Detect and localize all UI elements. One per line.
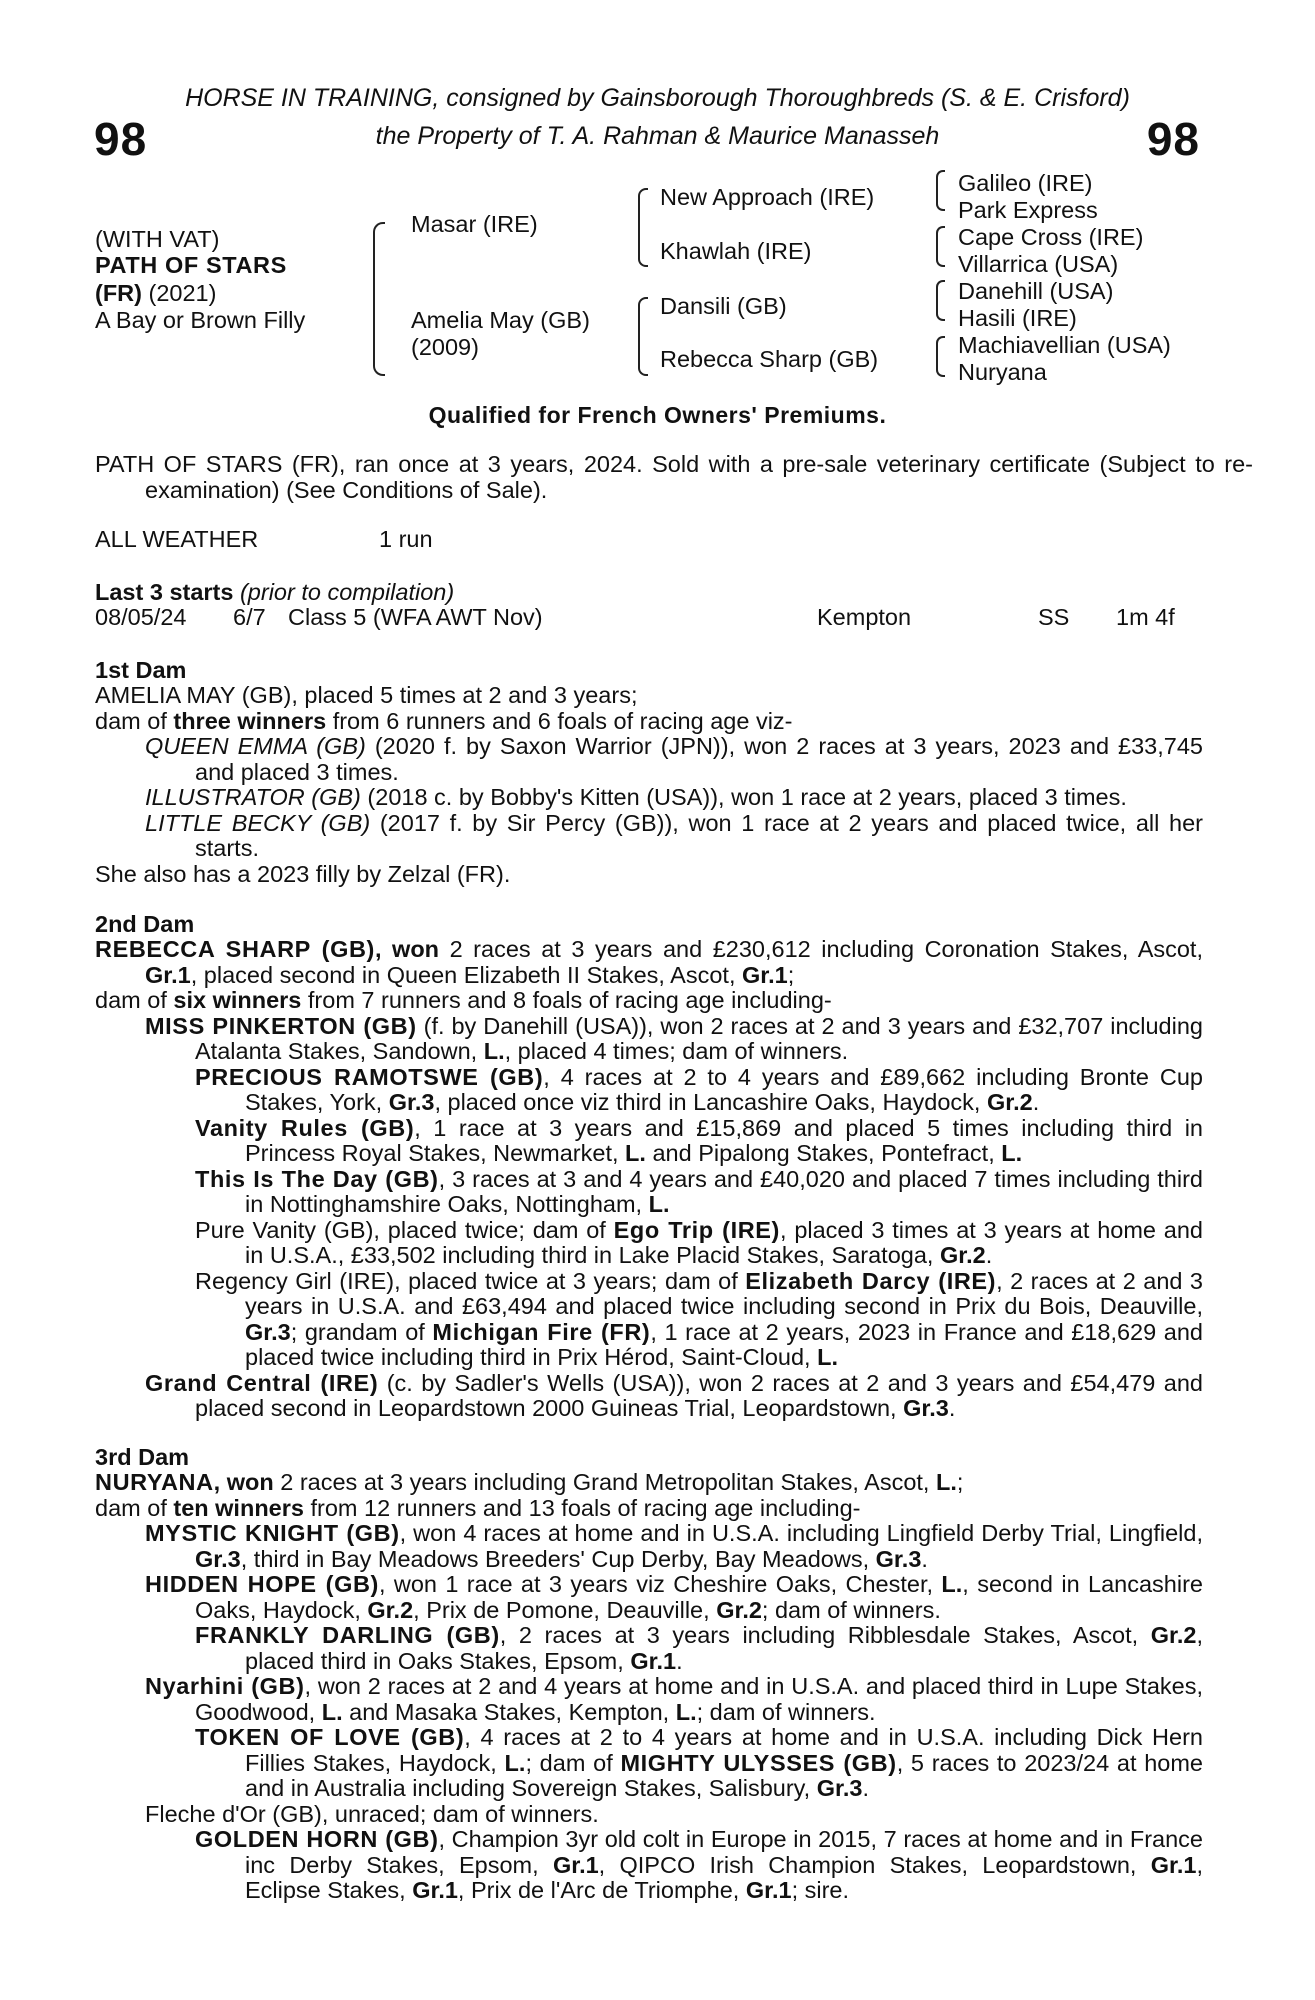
consignor-line: HORSE IN TRAINING, consigned by Gainsborough Thoroughbreds (S. & E. Crisford): [185, 84, 1130, 112]
pedigree-brace-main: [373, 222, 385, 376]
third-dam-foal-2: HIDDEN HOPE (GB), won 1 race at 3 years viz Cheshire Oaks, Chester, L., second in Lancashire Oaks, Haydock, Gr.2, Prix de Pomone, Deauville, Gr.2; dam of winners.: [145, 1571, 1203, 1623]
all-weather-label: ALL WEATHER: [95, 526, 259, 552]
horse-name: PATH OF STARS: [95, 252, 287, 278]
pedigree-dam: Amelia May (GB): [411, 307, 590, 333]
start-date: 08/05/24: [95, 604, 187, 630]
second-dam-grandfoal-4: Pure Vanity (GB), placed twice; dam of Ego Trip (IRE), placed 3 times at 3 years at home and in U.S.A., £33,502 including third in Lake Placid Stakes, Saratoga, Gr.2.: [195, 1216, 1203, 1268]
second-dam-grandfoal-2: Vanity Rules (GB), 1 race at 3 years and £15,869 and placed 5 times including third in Princess Royal Stakes, Newmarket, L. and Pipalong Stakes, Pontefract, L.: [195, 1114, 1203, 1166]
intro-paragraph: PATH OF STARS (FR), ran once at 3 years, 2024. Sold with a pre-sale veterinary certificate (Subject to re-examination) (See Conditions of Sale).: [95, 451, 1253, 503]
third-dam-foal-1: MYSTIC KNIGHT (GB), won 4 races at home and in U.S.A. including Lingfield Derby Trial, Lingfield, Gr.3, third in Bay Meadows Breeders' Cup Derby, Bay Meadows, Gr.3.: [145, 1520, 1203, 1572]
second-dam-section: [95, 937, 1203, 1422]
second-dam-produce: dam of six winners from 7 runners and 8 foals of racing age including-: [95, 987, 832, 1013]
pedigree-brace-dam: [638, 297, 648, 376]
last-starts-heading: [95, 580, 454, 606]
first-dam-foal-2: ILLUSTRATOR (GB) (2018 c. by Bobby's Kitten (USA)), won 1 race at 2 years, placed 3 times.: [145, 784, 1127, 810]
start-race: Class 5 (WFA AWT Nov): [288, 604, 543, 630]
horse-year: (2021): [148, 280, 217, 306]
pedigree-gg7: Machiavellian (USA): [958, 332, 1171, 358]
pedigree-gg2: Park Express: [958, 197, 1098, 223]
second-dam-title: 2nd Dam: [95, 911, 195, 937]
third-dam-grandfoal-2: TOKEN OF LOVE (GB), 4 races at 2 to 4 years at home and in U.S.A. including Dick Hern Fillies Stakes, Haydock, L.; dam of MIGHTY ULYSSES (GB), 5 races to 2023/24 at home and in Australia including Sovereign Stakes, Salisbury, Gr.3.: [195, 1724, 1203, 1801]
first-dam-tail: She also has a 2023 filly by Zelzal (FR).: [95, 860, 511, 887]
third-dam-foal-3: Nyarhini (GB), won 2 races at 2 and 4 years at home and in U.S.A. and placed third in Lupe Stakes, Goodwood, L. and Masaka Stakes, Kempton, L.; dam of winners.: [145, 1673, 1203, 1725]
pedigree-brace-g2: [936, 226, 945, 267]
first-dam-line: AMELIA MAY (GB), placed 5 times at 2 and 3 years;: [95, 682, 638, 708]
property-line: the Property of T. A. Rahman & Maurice Manasseh: [375, 122, 940, 150]
start-position: 6/7: [233, 604, 266, 630]
pedigree-gg8: Nuryana: [958, 359, 1047, 385]
pedigree-dam-sire: Dansili (GB): [660, 293, 787, 319]
pedigree-gg6: Hasili (IRE): [958, 305, 1077, 331]
horse-description: A Bay or Brown Filly: [95, 307, 306, 333]
first-dam-foal-1: QUEEN EMMA (GB) (2020 f. by Saxon Warrior (JPN)), won 2 races at 3 years, 2023 and £33,745 and placed 3 times.: [145, 733, 1203, 785]
first-dam-title: 1st Dam: [95, 657, 187, 683]
qualified-premiums: Qualified for French Owners' Premiums.: [428, 402, 887, 428]
horse-country: (FR): [95, 280, 142, 306]
pedigree-sire: Masar (IRE): [411, 211, 538, 237]
third-dam-line: NURYANA, won 2 races at 3 years including Grand Metropolitan Stakes, Ascot, L.;: [95, 1469, 964, 1495]
pedigree-brace-g1: [936, 170, 945, 211]
second-dam-grandfoal-3: This Is The Day (GB), 3 races at 3 and 4 years and £40,020 and placed 7 times including third in Nottinghamshire Oaks, Nottingham, L.: [195, 1165, 1203, 1217]
second-dam-foal-2: Grand Central (IRE) (c. by Sadler's Wells (USA)), won 2 races at 2 and 3 years and £54,479 and placed second in Leopardstown 2000 Guineas Trial, Leopardstown, Gr.3.: [145, 1369, 1204, 1421]
pedigree-dam-dam: Rebecca Sharp (GB): [660, 346, 879, 372]
third-dam-title: 3rd Dam: [95, 1444, 190, 1470]
third-dam-produce: dam of ten winners from 12 runners and 13 foals of racing age including-: [95, 1494, 861, 1521]
first-dam-section: [95, 683, 1203, 887]
pedigree-sire-sire: New Approach (IRE): [660, 184, 875, 210]
pedigree-brace-g4: [936, 336, 945, 377]
all-weather-value: 1 run: [379, 526, 433, 552]
lot-number-right: 98: [1146, 113, 1200, 165]
first-dam-produce: dam of three winners from 6 runners and 6 foals of racing age viz-: [95, 707, 793, 734]
start-course: Kempton: [817, 604, 912, 630]
first-dam-foal-3: LITTLE BECKY (GB) (2017 f. by Sir Percy (GB)), won 1 race at 2 years and placed twice, all her starts.: [145, 809, 1203, 861]
pedigree-gg1: Galileo (IRE): [958, 170, 1093, 196]
last-starts-title: Last 3 starts: [95, 579, 234, 605]
third-dam-grandfoal-3: GOLDEN HORN (GB), Champion 3yr old colt in Europe in 2015, 7 races at home and in France inc Derby Stakes, Epsom, Gr.1, QIPCO Irish Champion Stakes, Leopardstown, Gr.1, Eclipse Stakes, Gr.1, Prix de l'Arc de Triomphe, Gr.1; sire.: [195, 1826, 1203, 1903]
pedigree-sire-dam: Khawlah (IRE): [660, 238, 812, 264]
pedigree-brace-sire: [638, 188, 648, 267]
vat-label: (WITH VAT): [95, 226, 220, 252]
second-dam-grandfoal-5: Regency Girl (IRE), placed twice at 3 years; dam of Elizabeth Darcy (IRE), 2 races at 2 and 3 years in U.S.A. and £63,494 and placed twice including second in Prix du Bois, Deauville, Gr.3; grandam of Michigan Fire (FR), 1 race at 2 years, 2023 in France and £18,629 and placed twice including third in Prix Hérod, Saint-Cloud, L.: [195, 1267, 1204, 1370]
last-starts-subtitle: (prior to compilation): [239, 579, 455, 605]
pedigree-brace-g3: [936, 280, 945, 321]
pedigree-dam-year: (2009): [411, 334, 479, 360]
horse-origin: [95, 280, 216, 307]
pedigree-gg3: Cape Cross (IRE): [958, 224, 1144, 250]
start-going: SS: [1038, 604, 1070, 630]
third-dam-section: [95, 1470, 1203, 1904]
start-distance: 1m 4f: [1116, 604, 1175, 630]
pedigree-gg4: Villarrica (USA): [958, 251, 1119, 277]
second-dam-line: REBECCA SHARP (GB), won 2 races at 3 years and £230,612 including Coronation Stakes, Ascot, Gr.1, placed second in Queen Elizabeth II Stakes, Ascot, Gr.1;: [95, 936, 1203, 988]
second-dam-grandfoal-1: PRECIOUS RAMOTSWE (GB), 4 races at 2 to 4 years and £89,662 including Bronte Cup Stakes, York, Gr.3, placed once viz third in Lancashire Oaks, Haydock, Gr.2.: [195, 1063, 1203, 1115]
third-dam-foal-4: Fleche d'Or (GB), unraced; dam of winners.: [145, 1800, 599, 1827]
second-dam-foal-1: MISS PINKERTON (GB) (f. by Danehill (USA)), won 2 races at 2 and 3 years and £32,707 including Atalanta Stakes, Sandown, L., placed 4 times; dam of winners.: [145, 1012, 1203, 1064]
lot-number-left: 98: [94, 113, 148, 165]
third-dam-grandfoal-1: FRANKLY DARLING (GB), 2 races at 3 years including Ribblesdale Stakes, Ascot, Gr.2, placed third in Oaks Stakes, Epsom, Gr.1.: [195, 1622, 1203, 1674]
pedigree-gg5: Danehill (USA): [958, 278, 1114, 304]
